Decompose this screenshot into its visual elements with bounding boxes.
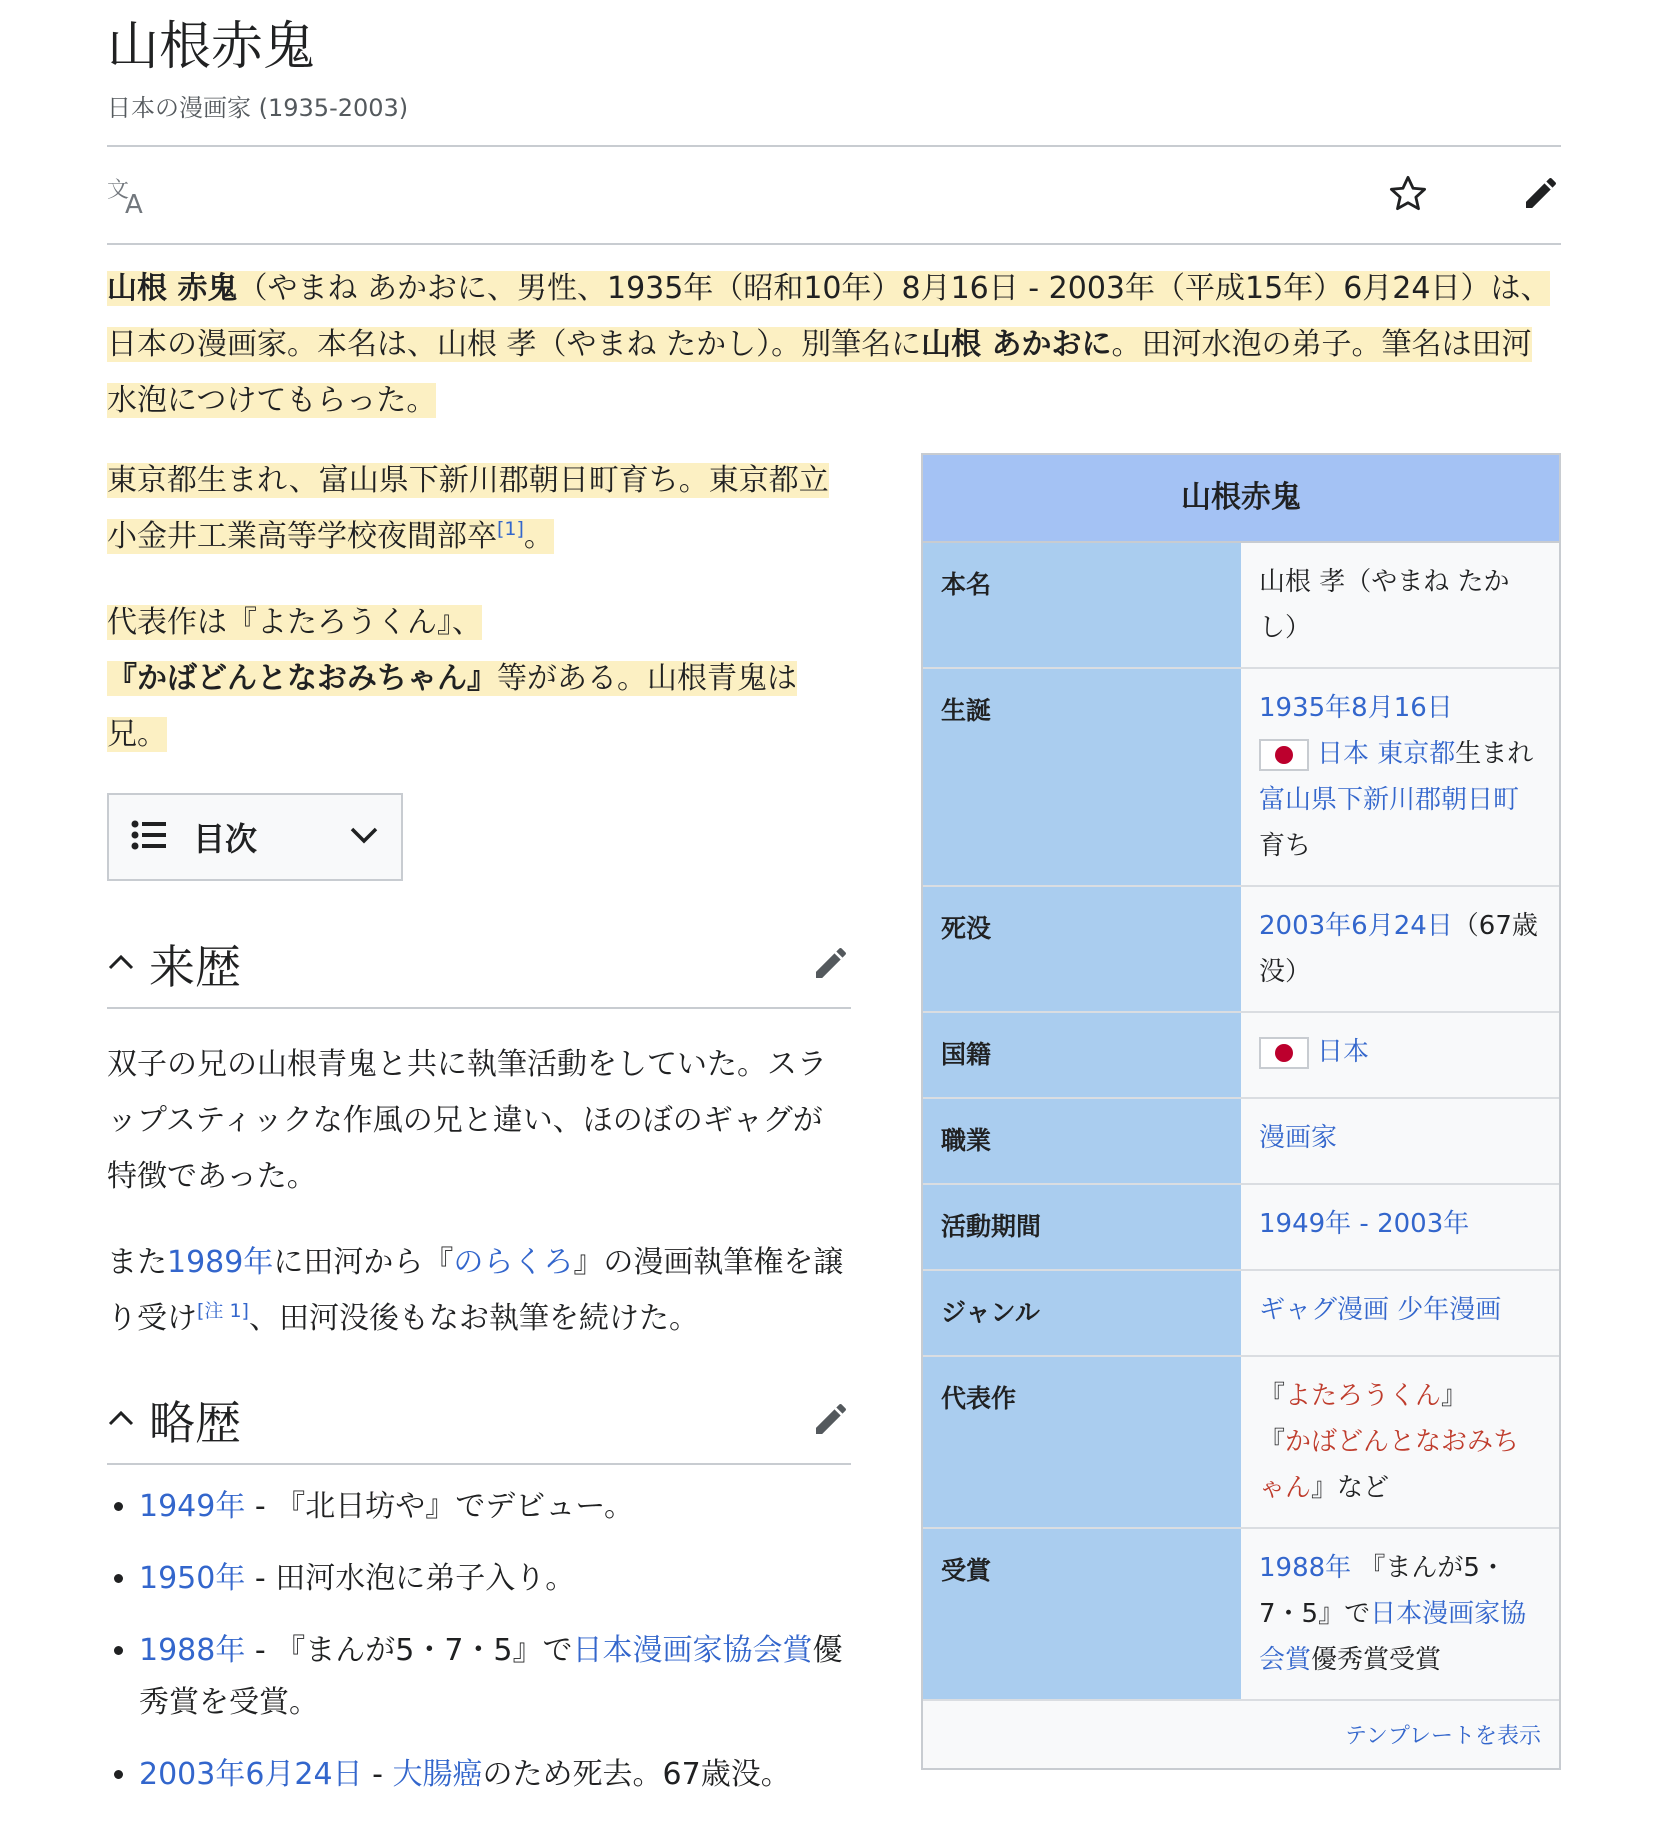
active-start-link[interactable]: 1949年 [1259, 1209, 1352, 1239]
article [107, 0, 1561, 1821]
toc-toggle[interactable] [107, 793, 403, 881]
infobox-label: 生誕 [923, 669, 1241, 885]
pencil-icon[interactable] [1521, 173, 1561, 217]
infobox-label: 国籍 [923, 1013, 1241, 1097]
pencil-icon[interactable] [811, 1399, 851, 1443]
active-end-link[interactable]: 2003年 [1377, 1209, 1470, 1239]
infobox-row-birth [923, 669, 1559, 887]
country-link[interactable]: 日本 [1317, 739, 1370, 769]
infobox-label: 死没 [923, 887, 1241, 1011]
list-icon [131, 819, 167, 855]
award-text-2: 優秀賞受賞 [1311, 1645, 1442, 1675]
item-text: - 『北日坊や』でデビュー。 [245, 1489, 635, 1524]
infobox-value [1241, 1099, 1559, 1183]
content-body [107, 453, 1561, 1801]
infobox-label: 代表作 [923, 1357, 1241, 1527]
lead-alias: 山根 あかおに [921, 327, 1112, 362]
toc-label: 目次 [193, 820, 258, 858]
award-link[interactable]: 日本漫画家協会賞 [1259, 1599, 1527, 1675]
infobox-value: 山根 孝（やまね たかし） [1259, 567, 1510, 643]
infobox-value: 『よたろうくん』 『かばどんとなおみちゃん』など [1259, 1381, 1520, 1503]
item-text-2: 優秀賞を受賞。 [139, 1633, 843, 1720]
work-link-yotaro[interactable]: よたろうくん [1285, 1381, 1442, 1411]
p2-text-2: に田河から『 [273, 1245, 454, 1280]
birth-text: 生まれ [1455, 739, 1534, 769]
list-item [139, 1553, 851, 1605]
reference-1[interactable]: [1] [497, 518, 524, 540]
lead-text: （やまね あかおに、男性、1935年（昭和10年）8月16日 - 2003年（平成15年）6月24日）は、日本の漫画家。本名は、山根 孝（やまね たかし）。別筆名に [107, 271, 1551, 362]
infobox-value [1241, 1529, 1559, 1699]
lead-name: 山根 赤鬼 [107, 271, 238, 306]
japan-flag-icon [1259, 1037, 1309, 1069]
works-text: など [1337, 1473, 1390, 1503]
link-1989[interactable]: 1989年 [167, 1245, 274, 1280]
p2-text-3: 』の漫画執筆権を譲り受け [107, 1245, 844, 1336]
show-template-link[interactable]: テンプレートを表示 [1344, 1724, 1541, 1749]
section-header-history[interactable] [107, 921, 851, 1009]
history-paragraph-1: 双子の兄の山根青鬼と共に執筆活動をしていた。スラップスティックな作風の兄と違い、ほのぼのギャグが特徴であった。 [107, 1047, 827, 1194]
birth-text-2: 育ち [1259, 831, 1312, 861]
infobox-title: 山根赤鬼 [923, 455, 1559, 543]
infobox-value [1241, 669, 1559, 885]
page-subtitle: 日本の漫画家 (1935-2003) [107, 94, 409, 122]
section-title-history: 来歴 [149, 940, 241, 994]
year-link[interactable]: 1949年 [139, 1489, 246, 1524]
works-text: 代表作は『よたろうくん』、 [107, 605, 482, 640]
occupation-link[interactable]: 漫画家 [1259, 1123, 1338, 1153]
year-link[interactable]: 1988年 [139, 1633, 246, 1668]
section-title-biography: 略歴 [149, 1396, 241, 1450]
infobox-row-nationality [923, 1013, 1559, 1099]
infobox-row-genre [923, 1271, 1559, 1357]
link-norakuro[interactable]: のらくろ [453, 1245, 574, 1280]
item-text: - [362, 1757, 393, 1792]
year-link[interactable]: 1950年 [139, 1561, 246, 1596]
birth-text: 東京都生まれ、富山県下新川郡朝日町育ち。東京都立小金井工業高等学校夜間部卒 [107, 463, 829, 554]
biography-list [107, 1481, 851, 1801]
translate-icon[interactable] [107, 175, 151, 219]
infobox-value [1241, 887, 1559, 1011]
infobox-value [1241, 1013, 1559, 1097]
death-text: （67歳没） [1259, 911, 1538, 987]
pref-link[interactable]: 東京都 [1377, 739, 1456, 769]
award-text: 『まんが5・7・5』で [1259, 1553, 1506, 1629]
infobox-row-awards [923, 1529, 1559, 1701]
item-text-2: のため死去。67歳没。 [482, 1757, 791, 1792]
infobox-label: 活動期間 [923, 1185, 1241, 1269]
item-text: - 田河水泡に弟子入り。 [245, 1561, 576, 1596]
chevron-down-icon [349, 825, 379, 849]
p2-text: また [107, 1245, 167, 1280]
infobox-label: 職業 [923, 1099, 1241, 1183]
chevron-up-icon[interactable] [107, 1408, 135, 1432]
history-paragraph-2 [107, 1235, 851, 1347]
active-sep: - [1351, 1209, 1378, 1239]
note-1[interactable]: [注 1] [197, 1300, 249, 1322]
japan-flag-icon [1259, 739, 1309, 771]
works-text-2: 等がある。山根青鬼は兄。 [107, 661, 797, 752]
award-link[interactable]: 日本漫画家協会賞 [572, 1633, 813, 1668]
section-header-biography[interactable] [107, 1377, 851, 1465]
chevron-up-icon[interactable] [107, 952, 135, 976]
works-paragraph [107, 595, 851, 763]
infobox-row-real-name [923, 543, 1559, 669]
list-item [139, 1749, 851, 1801]
infobox [921, 453, 1561, 1770]
lead-paragraph [107, 261, 1561, 429]
lead-text-2: 。田河水泡の弟子。筆名は田河水泡につけてもらった。 [107, 327, 1532, 418]
award-year-link[interactable]: 1988年 [1259, 1553, 1352, 1583]
year-link[interactable]: 2003年6月24日 [139, 1757, 363, 1792]
infobox-label: 受賞 [923, 1529, 1241, 1699]
infobox-row-death [923, 887, 1559, 1013]
work-link-kabadon[interactable]: かばどんとなおみちゃん [1259, 1427, 1520, 1503]
infobox-label: ジャンル [923, 1271, 1241, 1355]
cancer-link[interactable]: 大腸癌 [392, 1757, 483, 1792]
genre-link-shonen[interactable]: 少年漫画 [1397, 1295, 1502, 1325]
infobox-row-active [923, 1185, 1559, 1271]
page-title: 山根赤鬼 [107, 17, 316, 77]
main-column [107, 453, 851, 1801]
star-icon[interactable] [1387, 173, 1429, 219]
death-date-link[interactable]: 2003年6月24日 [1259, 911, 1453, 941]
works-bold: 『かばどんとなおみちゃん』 [107, 661, 497, 696]
nationality-link[interactable]: 日本 [1317, 1037, 1370, 1067]
svg-text:文: 文 [107, 178, 130, 203]
svg-text:A: A [125, 190, 143, 215]
infobox-label: 本名 [923, 543, 1241, 667]
infobox-row-occupation [923, 1099, 1559, 1185]
genre-link-gag[interactable]: ギャグ漫画 [1259, 1295, 1390, 1325]
birth-text-end: 。 [523, 519, 554, 554]
list-item [139, 1625, 851, 1729]
pencil-icon[interactable] [811, 943, 851, 987]
page-toolbar [107, 145, 1561, 245]
p2-text-4: 、田河没後もなお執筆を続けた。 [248, 1301, 699, 1336]
infobox-value [1241, 1271, 1559, 1355]
birth-paragraph [107, 453, 851, 565]
item-text: - 『まんが5・7・5』で [245, 1633, 573, 1668]
infobox-row-works [923, 1357, 1559, 1529]
infobox-value [1241, 1185, 1559, 1269]
birth-date-link[interactable]: 1935年8月16日 [1259, 693, 1453, 723]
infobox-footer [923, 1701, 1559, 1768]
town-link[interactable]: 富山県下新川郡朝日町 [1259, 785, 1520, 815]
list-item [139, 1481, 851, 1533]
